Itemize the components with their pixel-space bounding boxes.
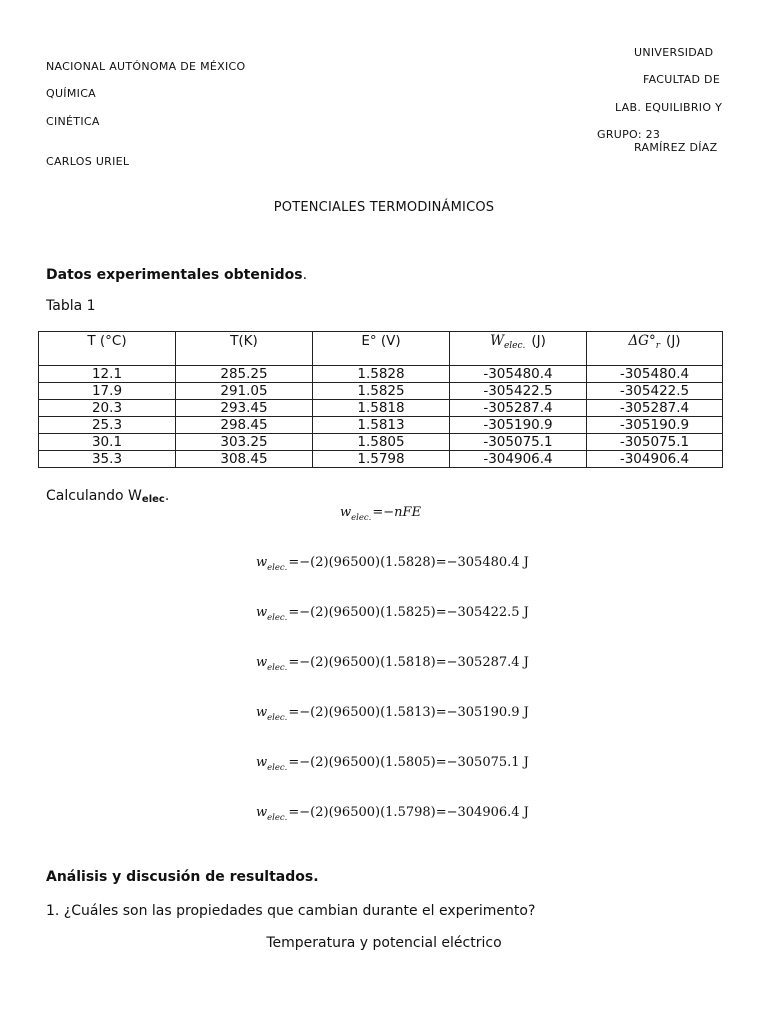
table-cell: -304906.4 (450, 451, 587, 468)
table-cell: 285.25 (176, 366, 313, 383)
table-cell: -305480.4 (587, 366, 723, 383)
equation-line (256, 555, 529, 573)
table-cell: 1.5828 (313, 366, 450, 383)
eq-w: w (256, 805, 268, 820)
table-label: Tabla 1 (46, 298, 96, 314)
col-header-dg (587, 332, 723, 366)
formula-general (340, 505, 421, 523)
eq-w: w (256, 655, 268, 670)
question-1: 1. ¿Cuáles son las propiedades que cambian durante el experimento? (46, 903, 536, 919)
table-cell: 1.5813 (313, 417, 450, 434)
header-apellidos: RAMÍREZ DÍAZ (634, 141, 718, 154)
table-cell: -305287.4 (450, 400, 587, 417)
eq-rhs: =−(2)(96500)(1.5828)=−305480.4 J (288, 555, 529, 570)
eq-rhs: =−(2)(96500)(1.5825)=−305422.5 J (288, 605, 529, 620)
table-cell: -304906.4 (587, 451, 723, 468)
eq-w: w (256, 555, 268, 570)
calc-label-end: . (164, 488, 170, 504)
section-heading-dot: . (302, 267, 308, 283)
equation-line (256, 805, 529, 823)
table-cell: 12.1 (39, 366, 176, 383)
table-cell: 20.3 (39, 400, 176, 417)
equation-line (256, 705, 529, 723)
col-header-dg-sub: r (655, 341, 661, 351)
table-cell: 35.3 (39, 451, 176, 468)
eq-w-sub: elec. (267, 613, 288, 623)
calc-label-sub: elec (141, 494, 165, 505)
table-cell: -305075.1 (587, 434, 723, 451)
table-cell: 17.9 (39, 383, 176, 400)
col-header-dg-unit: (J) (666, 333, 681, 349)
eq-w-sub: elec. (267, 713, 288, 723)
table-cell: 1.5825 (313, 383, 450, 400)
equation-line (256, 605, 529, 623)
answer-1: Temperatura y potencial eléctrico (266, 935, 502, 951)
table-cell: -305480.4 (450, 366, 587, 383)
col-header-e: E° (V) (313, 332, 450, 366)
table-row (39, 434, 723, 451)
col-header-w-symbol: W (490, 333, 504, 349)
header-cinetica: CINÉTICA (46, 115, 100, 128)
eq-w: w (256, 755, 268, 770)
header-grupo: GRUPO: 23 (597, 128, 661, 141)
table-row (39, 417, 723, 434)
header-nombre: CARLOS URIEL (46, 155, 130, 168)
table-cell: -305422.5 (450, 383, 587, 400)
calc-label-text: Calculando W (46, 488, 142, 504)
table-cell: 30.1 (39, 434, 176, 451)
eq-rhs: =−(2)(96500)(1.5798)=−304906.4 J (288, 805, 529, 820)
table-cell: -305190.9 (450, 417, 587, 434)
table-cell: 25.3 (39, 417, 176, 434)
header-university: UNIVERSIDAD (634, 46, 714, 59)
eq-rhs: =−(2)(96500)(1.5813)=−305190.9 J (288, 705, 529, 720)
table-cell: 293.45 (176, 400, 313, 417)
header-quimica: QUÍMICA (46, 87, 96, 100)
table-cell: -305287.4 (587, 400, 723, 417)
calc-label (46, 488, 169, 505)
table-cell: 298.45 (176, 417, 313, 434)
col-header-dg-symbol: ΔG° (628, 333, 656, 349)
eq-w-sub: elec. (267, 813, 288, 823)
table-row (39, 383, 723, 400)
table-cell: 1.5818 (313, 400, 450, 417)
data-table (38, 331, 723, 468)
table-cell: -305422.5 (587, 383, 723, 400)
section-heading-analisis: Análisis y discusión de resultados. (46, 869, 319, 885)
eq-rhs: =−(2)(96500)(1.5805)=−305075.1 J (288, 755, 529, 770)
table-row (39, 451, 723, 468)
table-row (39, 366, 723, 383)
table-cell: 291.05 (176, 383, 313, 400)
eq-w-sub: elec. (267, 763, 288, 773)
eq-w-sub: elec. (267, 663, 288, 673)
formula-w-sub: elec. (351, 513, 372, 523)
table-header-row (39, 332, 723, 366)
eq-w: w (256, 705, 268, 720)
col-header-tk: T(K) (176, 332, 313, 366)
table-cell: 303.25 (176, 434, 313, 451)
table-row (39, 400, 723, 417)
section-heading-text: Datos experimentales obtenidos (46, 267, 303, 283)
eq-rhs: =−(2)(96500)(1.5818)=−305287.4 J (288, 655, 529, 670)
header-lab: LAB. EQUILIBRIO Y (615, 101, 723, 114)
formula-rhs: =−nFE (372, 505, 422, 520)
col-header-tc: T (°C) (39, 332, 176, 366)
table-cell: 1.5798 (313, 451, 450, 468)
table-cell: -305075.1 (450, 434, 587, 451)
col-header-w (450, 332, 587, 366)
table-cell: -305190.9 (587, 417, 723, 434)
col-header-w-sub: elec. (503, 341, 526, 351)
formula-w: w (340, 505, 352, 520)
table-cell: 1.5805 (313, 434, 450, 451)
equation-line (256, 755, 529, 773)
eq-w-sub: elec. (267, 563, 288, 573)
eq-w: w (256, 605, 268, 620)
section-heading-datos (46, 264, 307, 283)
table-cell: 308.45 (176, 451, 313, 468)
page-title: POTENCIALES TERMODINÁMICOS (273, 200, 495, 215)
header-facultad: FACULTAD DE (643, 73, 721, 86)
header-nacional: NACIONAL AUTÓNOMA DE MÉXICO (46, 60, 246, 73)
col-header-w-unit: (J) (531, 333, 546, 349)
equation-line (256, 655, 529, 673)
